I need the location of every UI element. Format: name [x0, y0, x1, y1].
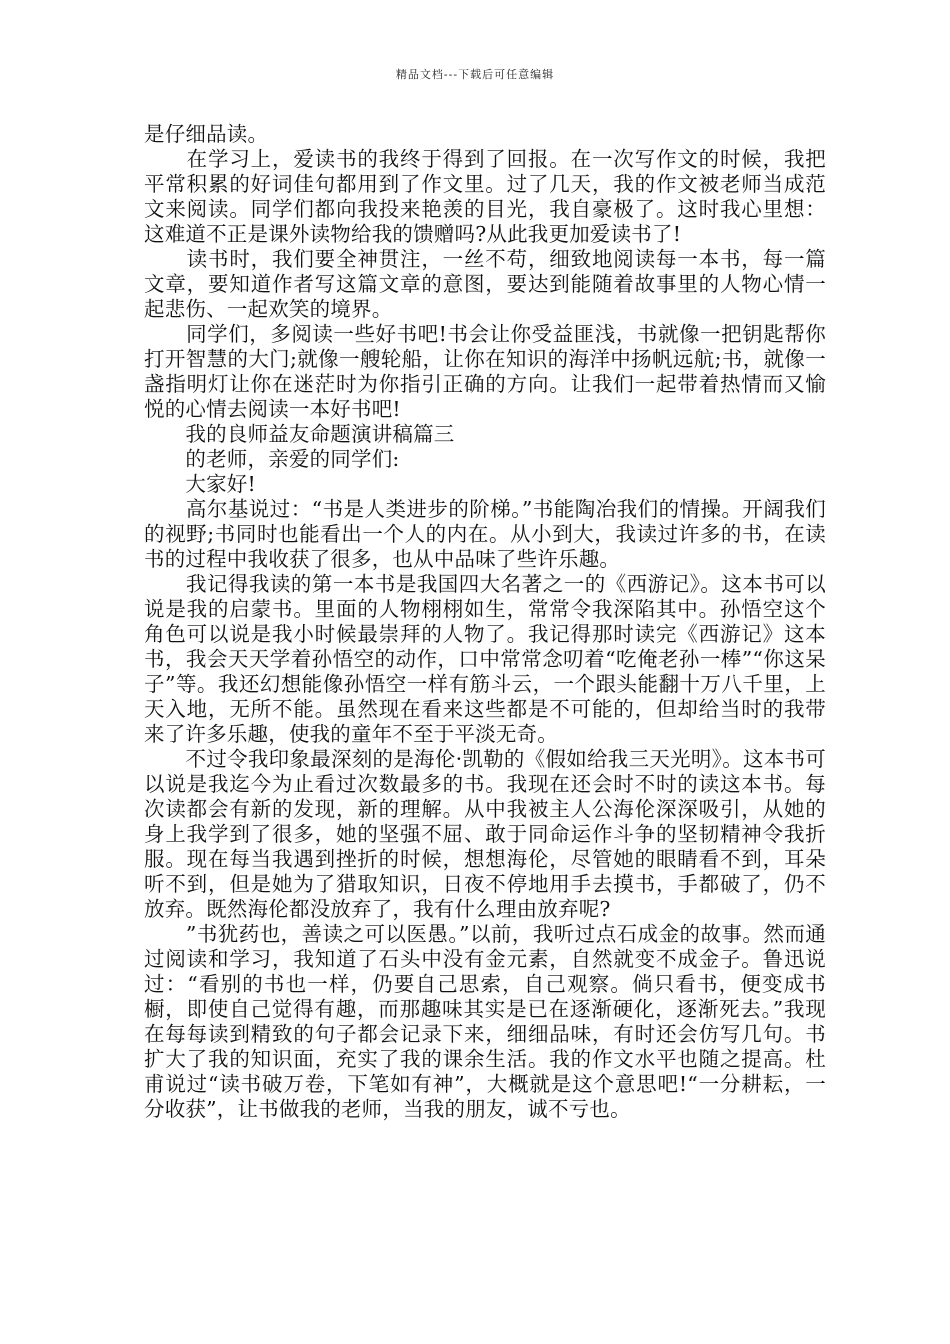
paragraph: 我记得我读的第一本书是我国四大名著之一的《西游记》。这本书可以说是我的启蒙书。里面的人物栩栩如生，常常令我深陷其中。孙悟空这个角色可以说是我小时候最崇拜的人物了。我记得那时读完《西游记》这本书，我会天天学着孙悟空的动作，口中常常念叨着“吃俺老孙一棒”“你这呆子”等。我还幻想能像孙悟空一样有筋斗云，一个跟头能翻十万八千里，上天入地，无所不能。虽然现在看来这些都是不可能的，但却给当时的我带来了许多乐趣，使我的童年不至于平淡无奇。	[144, 572, 826, 746]
paragraph: 是仔细品读。	[144, 122, 269, 146]
paragraph: 在学习上，爱读书的我终于得到了回报。在一次写作文的时候，我把平常积累的好词佳句都用到了作文里。过了几天，我的作文被老师当成范文来阅读。同学们都向我投来艳羡的目光，我自豪极了。这时我心里想：这难道不正是课外读物给我的馈赠吗?从此我更加爱读书了!	[144, 147, 826, 246]
paragraph: 不过令我印象最深刻的是海伦·凯勒的《假如给我三天光明》。这本书可以说是我迄今为止看过次数最多的书。我现在还会时不时的读这本书。每次读都会有新的发现，新的理解。从中我被主人公海伦深深吸引，从她的身上我学到了很多，她的坚强不屈、敢于同命运作斗争的坚韧精神令我折服。现在每当我遇到挫折的时候，想想海伦，尽管她的眼睛看不到，耳朵听不到，但是她为了猎取知识，日夜不停地用手去摸书，手都破了，仍不放弃。既然海伦都没放弃了，我有什么理由放弃呢?	[144, 747, 826, 921]
paragraph: 高尔基说过：“书是人类进步的阶梯。”书能陶冶我们的情操。开阔我们的视野;书同时也能看出一个人的内在。从小到大，我读过许多的书，在读书的过程中我收获了很多，也从中品味了些许乐趣。	[144, 497, 826, 571]
paragraph: 读书时，我们要全神贯注，一丝不苟，细致地阅读每一本书，每一篇文章，要知道作者写这篇文章的意图，要达到能随着故事里的人物心情一起悲伤、一起欢笑的境界。	[144, 247, 826, 321]
salutation: 的老师，亲爱的同学们:	[144, 447, 400, 471]
paragraph: ”书犹药也，善读之可以医愚。”以前，我听过点石成金的故事。然而通过阅读和学习，我知道了石头中没有金元素，自然就变不成金子。鲁迅说过：“看别的书也一样，仍要自己思索，自己观察。倘只看书，便变成书橱，即使自己觉得有趣，而那趣味其实是已在逐渐硬化，逐渐死去。”我现在每每读到精致的句子都会记录下来，细细品味，有时还会仿写几句。书扩大了我的知识面，充实了我的课余生活。我的作文水平也随之提高。杜甫说过“读书破万卷，下笔如有神”，大概就是这个意思吧!“一分耕耘，一分收获”，让书做我的老师，当我的朋友，诚不亏也。	[144, 922, 826, 1121]
paragraph: 同学们，多阅读一些好书吧!书会让你受益匪浅，书就像一把钥匙帮你打开智慧的大门;就像一艘轮船，让你在知识的海洋中扬帆远航;书，就像一盏指明灯让你在迷茫时为你指引正确的方向。让我们一起带着热情而又愉悦的心情去阅读一本好书吧!	[144, 322, 826, 421]
section-heading: 我的良师益友命题演讲稿篇三	[144, 422, 455, 446]
page-header: 精品文档---下载后可任意编辑	[395, 68, 555, 81]
greeting: 大家好!	[144, 472, 256, 496]
document-body	[144, 122, 826, 1122]
